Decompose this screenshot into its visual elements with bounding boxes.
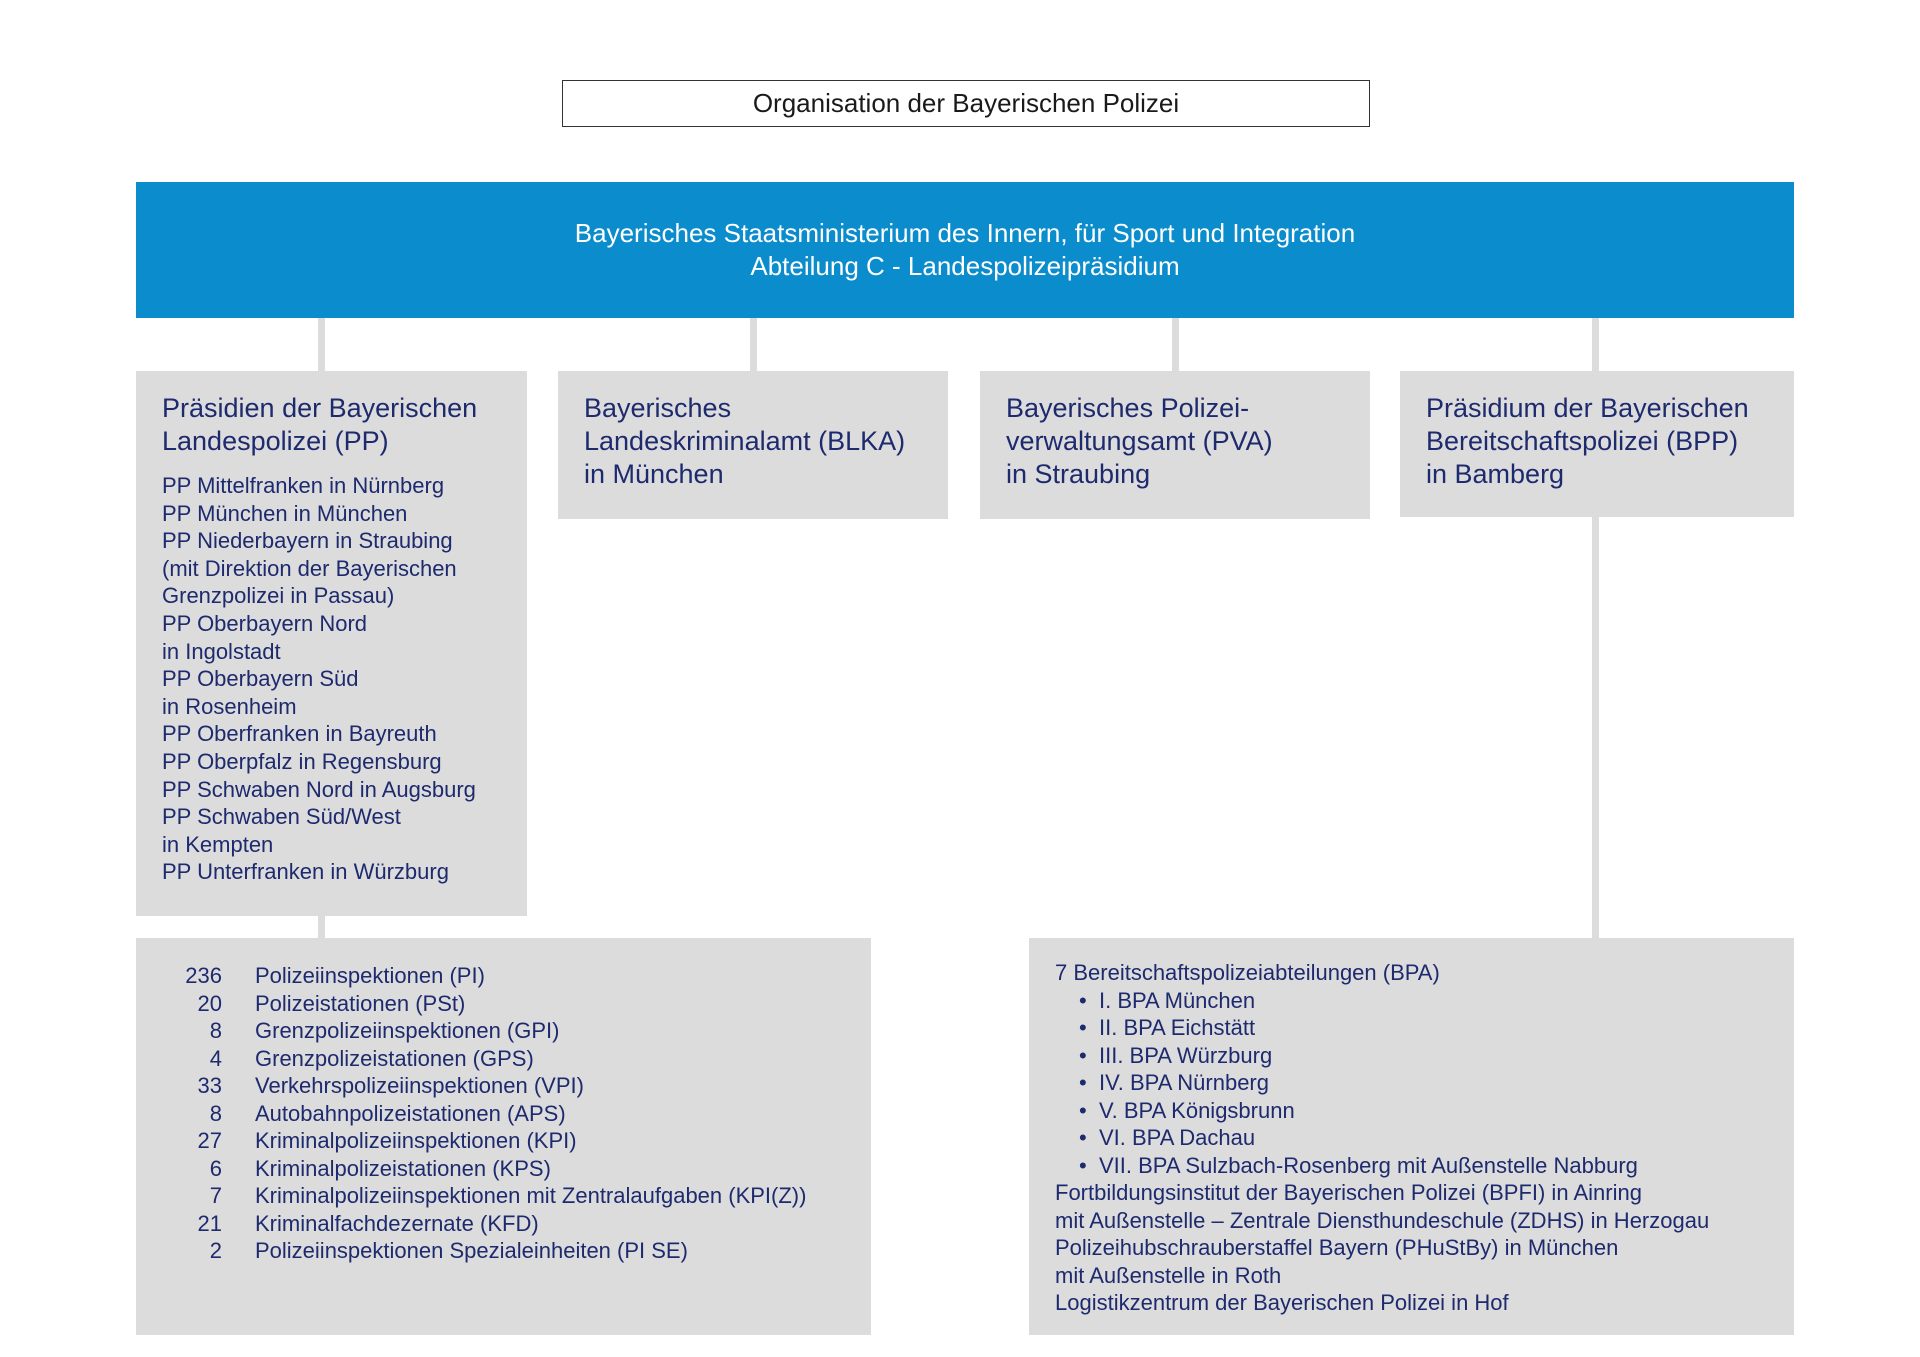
pp-stats-list [136,962,871,1265]
pp-list-item: Grenzpolizei in Passau) [162,583,395,609]
stat-label: Kriminalpolizeiinspektionen mit Zentralaufgaben (KPI(Z)) [255,1183,807,1208]
bpa-item [1055,987,1794,1015]
bpa-item [1055,1097,1794,1125]
stat-row [136,1017,871,1045]
stat-count: 8 [209,1018,222,1043]
stat-row [136,962,871,990]
stat-row [136,1072,871,1100]
stat-count: 236 [185,963,222,988]
unit-title-line: Präsidien der Bayerischen [162,393,478,423]
stat-row [136,1210,871,1238]
bpa-item [1055,1124,1794,1152]
stat-row [136,1155,871,1183]
bpa-item-label: VII. BPA Sulzbach-Rosenberg mit Außenstelle Nabburg [1099,1152,1638,1178]
stat-label: Autobahnpolizeistationen (APS) [255,1100,566,1126]
pp-list-item: in Ingolstadt [162,638,281,664]
connector-line-blka [750,318,757,371]
pp-list-item: PP Mittelfranken in Nürnberg [162,473,445,498]
stat-count: 8 [209,1100,222,1126]
bpa-item [1055,1014,1794,1042]
stat-label: Kriminalpolizeiinspektionen (KPI) [255,1128,577,1153]
unit-title-line: verwaltungsamt (PVA) [1006,426,1273,456]
bpa-item [1055,1069,1794,1097]
ministry-department: Abteilung C - Landespolizeipräsidium [750,251,1180,281]
stat-count: 27 [197,1128,222,1153]
bullet-icon: • [1079,1015,1087,1040]
pp-list-item: PP Schwaben Nord in Augsburg [162,776,476,802]
pp-list-item: PP München in München [162,500,408,526]
stat-count: 21 [197,1210,222,1236]
diagram-title: Organisation der Bayerischen Polizei [562,80,1370,127]
bpp-detail-line: Polizeihubschrauberstaffel Bayern (PHuStBy) in München [1055,1235,1619,1260]
bpp-detail-line: Fortbildungsinstitut der Bayerischen Polizei (BPFI) in Ainring [1055,1180,1642,1205]
bpp-detail-line: mit Außenstelle – Zentrale Diensthundeschule (ZDHS) in Herzogau [1055,1207,1710,1233]
stat-row [136,990,871,1018]
unit-box-pva [980,371,1370,519]
unit-title-pp [162,392,527,458]
unit-title-line: in Straubing [1006,459,1151,489]
unit-box-blka [558,371,948,519]
stat-row [136,1182,871,1210]
stat-count: 33 [197,1073,222,1098]
bpa-item-label: III. BPA Würzburg [1099,1042,1273,1068]
unit-title-line: in München [584,459,724,489]
connector-line-bpp [1592,318,1599,371]
pp-list-item: (mit Direktion der Bayerischen [162,555,457,581]
unit-title-pva [1006,392,1370,491]
stat-row [136,1100,871,1128]
pp-list-item: PP Oberfranken in Bayreuth [162,721,437,747]
bpa-item-label: V. BPA Königsbrunn [1099,1097,1295,1123]
bullet-icon: • [1079,1042,1087,1068]
pp-list [162,472,527,886]
stat-label: Verkehrspolizeiinspektionen (VPI) [255,1073,584,1098]
bpa-item [1055,1042,1794,1070]
stat-count: 2 [209,1238,222,1263]
bpp-details-list [1055,959,1794,1317]
stat-row [136,1045,871,1073]
bpa-heading: 7 Bereitschaftspolizeiabteilungen (BPA) [1055,960,1440,985]
stat-label: Kriminalfachdezernate (KFD) [255,1210,539,1236]
stat-label: Polizeistationen (PSt) [255,990,466,1016]
ministry-name: Bayerisches Staatsministerium des Innern, für Sport und Integration [574,218,1356,248]
unit-title-line: Präsidium der Bayerischen [1426,393,1749,423]
stat-row [136,1237,871,1265]
ministry-box [136,182,1794,318]
unit-title-bpp [1426,392,1794,491]
pp-stats-box [136,938,871,1335]
unit-box-bpp [1400,371,1794,517]
stat-label: Polizeiinspektionen Spezialeinheiten (PI SE) [255,1238,688,1263]
unit-title-line: Bayerisches Polizei- [1006,393,1250,423]
bullet-icon: • [1079,987,1087,1013]
bullet-icon: • [1079,1070,1087,1095]
bullet-icon: • [1079,1097,1087,1123]
stat-label: Kriminalpolizeistationen (KPS) [255,1155,551,1181]
bullet-icon: • [1079,1152,1087,1178]
unit-title-line: in Bamberg [1426,459,1565,489]
stat-count: 7 [209,1183,222,1208]
unit-title-blka [584,392,948,491]
bpp-detail-line: mit Außenstelle in Roth [1055,1262,1282,1288]
stat-label: Grenzpolizeistationen (GPS) [255,1045,534,1071]
unit-title-line: Landespolizei (PP) [162,426,389,456]
connector-line-pva [1172,318,1179,371]
stat-count: 20 [197,990,222,1016]
bpa-item-label: VI. BPA Dachau [1099,1125,1256,1150]
pp-list-item: PP Niederbayern in Straubing [162,528,453,554]
stat-label: Polizeiinspektionen (PI) [255,963,485,988]
bullet-icon: • [1079,1125,1087,1150]
pp-list-item: PP Schwaben Süd/West [162,804,401,830]
bpa-item-label: I. BPA München [1099,987,1256,1013]
pp-list-item: in Rosenheim [162,693,297,719]
bpa-item-label: II. BPA Eichstätt [1099,1015,1256,1040]
stat-count: 6 [209,1155,222,1181]
unit-title-line: Landeskriminalamt (BLKA) [584,426,906,456]
pp-list-item: PP Oberpfalz in Regensburg [162,748,442,774]
bpp-detail-line: Logistikzentrum der Bayerischen Polizei in Hof [1055,1290,1509,1315]
connector-line-bpp-details [1592,517,1599,938]
connector-line-pp-stats [318,916,325,938]
stat-row [136,1127,871,1155]
pp-list-item: PP Oberbayern Nord [162,610,368,636]
unit-title-line: Bayerisches [584,393,732,423]
bpp-details-box [1029,938,1794,1335]
unit-title-line: Bereitschaftspolizei (BPP) [1426,426,1739,456]
pp-list-item: in Kempten [162,831,274,857]
pp-list-item: PP Oberbayern Süd [162,666,359,692]
bpa-item [1055,1152,1794,1180]
stat-label: Grenzpolizeiinspektionen (GPI) [255,1018,560,1043]
pp-list-item: PP Unterfranken in Würzburg [162,859,449,885]
connector-line-pp [318,318,325,371]
stat-count: 4 [209,1045,222,1071]
unit-box-pp [136,371,527,916]
bpa-item-label: IV. BPA Nürnberg [1099,1070,1269,1095]
